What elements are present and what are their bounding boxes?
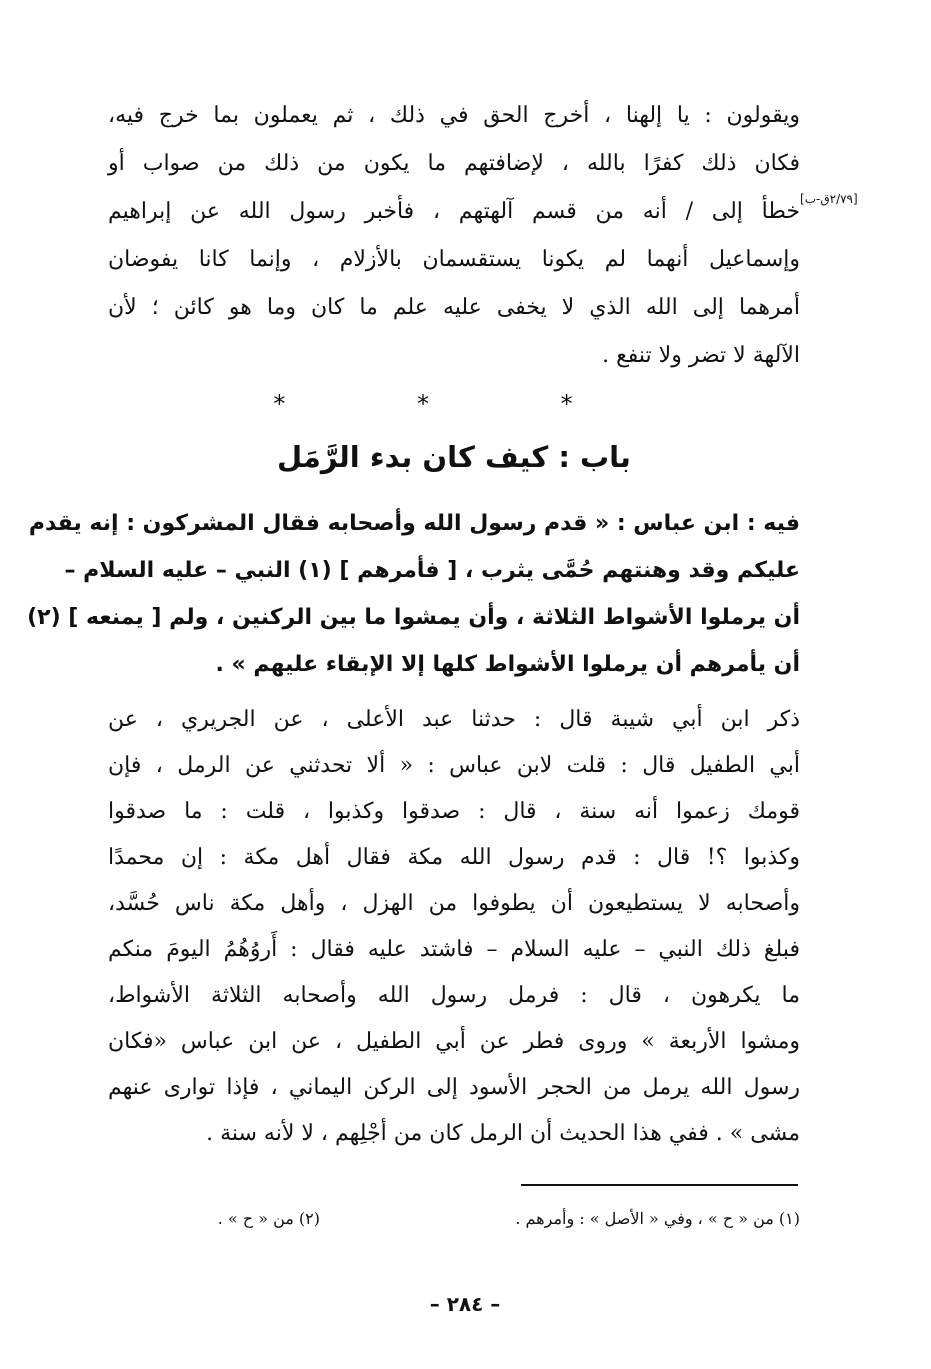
hadith-line: أن يرملوا الأشواط الثلاثة ، وأن يمشوا ما بين الركنين ، ولم [ يمنعه ] (٢)	[27, 605, 800, 630]
body-line: ويقولون : يا إلهنا ، أخرج الحق في ذلك ، ثم يعملون بما خرج فيه،	[108, 103, 800, 128]
page-number: – ٢٨٤ –	[429, 1292, 501, 1316]
commentary-line: وكذبوا ؟! قال : قدم رسول الله مكة فقال أهل مكة : إن محمدًا	[108, 845, 800, 870]
body-line: الآلهة لا تضر ولا تنفع .	[602, 343, 800, 368]
margin-manuscript-reference: [٢/٧٩ق-ب]	[800, 192, 858, 206]
commentary-line: قومك زعموا أنه سنة ، قال : صدقوا وكذبوا ، قلت : ما صدقوا	[108, 799, 800, 824]
body-line: وإسماعيل أنهما لم يكونا يستقسمان بالأزلام ، وإنما كانا يفوضان	[108, 247, 800, 272]
footnote-2: (٢) من « ح » .	[217, 1209, 320, 1228]
commentary-line: ومشوا الأربعة » وروى فطر عن أبي الطفيل ، عن ابن عباس «فكان	[108, 1029, 800, 1054]
commentary-line: مشى » . ففي هذا الحديث أن الرمل كان من أجْلِهم ، لا لأنه سنة .	[206, 1121, 800, 1146]
chapter-title: باب : كيف كان بدء الرَّمَل	[277, 440, 631, 474]
commentary-line: ذكر ابن أبي شيبة قال : حدثنا عبد الأعلى ، عن الجريري ، عن	[108, 707, 800, 732]
footnote-divider	[521, 1184, 798, 1186]
footnote-1: (١) من « ح » ، وفي « الأصل » : وأمرهم .	[515, 1209, 800, 1228]
commentary-line: فبلغ ذلك النبي – عليه السلام – فاشتد عليه فقال : أَروُهُمُ اليومَ منكم	[108, 937, 800, 962]
hadith-line: فيه : ابن عباس : « قدم رسول الله وأصحابه فقال المشركون : إنه يقدم	[28, 511, 800, 536]
body-line: خطأ إلى / أنه من قسم آلهتهم ، فأخبر رسول الله عن إبراهيم	[108, 199, 800, 224]
commentary-line: وأصحابه لا يستطيعون أن يطوفوا من الهزل ، وأهل مكة ناس حُسَّد،	[108, 891, 800, 916]
body-line: أمرهما إلى الله الذي لا يخفى عليه علم ما كان وما هو كائن ؛ لأن	[108, 295, 800, 320]
hadith-line: عليكم وقد وهنتهم حُمَّى يثرب ، [ فأمرهم ] (١) النبي – عليه السلام –	[64, 558, 800, 583]
body-line: فكان ذلك كفرًا بالله ، لإضافتهم ما يكون من ذلك من صواب أو	[108, 151, 800, 176]
hadith-line: أن يأمرهم أن يرملوا الأشواط كلها إلا الإبقاء عليهم » .	[215, 652, 800, 677]
section-separator: * * *	[273, 390, 635, 418]
commentary-line: ما يكرهون ، قال : فرمل رسول الله وأصحابه الثلاثة الأشواط،	[108, 983, 800, 1008]
commentary-line: رسول الله يرمل من الحجر الأسود إلى الركن اليماني ، فإذا توارى عنهم	[108, 1075, 800, 1100]
commentary-line: أبي الطفيل قال : قلت لابن عباس : « ألا تحدثني عن الرمل ، فإن	[108, 753, 800, 778]
